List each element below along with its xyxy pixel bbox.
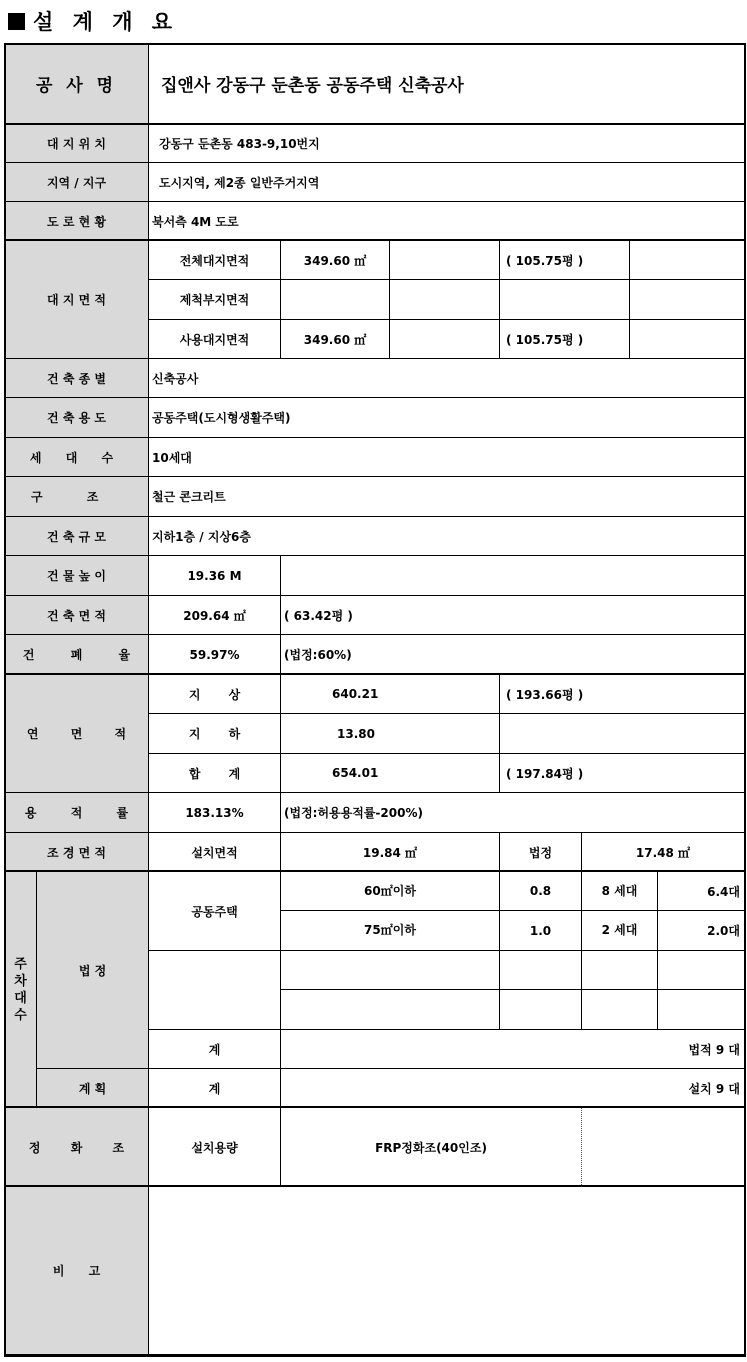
coverage-note: (법정:60%) — [281, 635, 745, 675]
building-use-value: 공동주택(도시형생활주택) — [149, 398, 745, 438]
floor-area-above-value: 640.21 — [281, 675, 500, 714]
zone-value: 도시지역, 제2종 일반주거지역 — [149, 163, 745, 202]
height-label: 건 물 높 이 — [5, 556, 149, 596]
square-bullet-icon — [8, 13, 25, 30]
building-area-label: 건 축 면 적 — [5, 596, 149, 635]
parking-row2-size: 75㎡이하 — [281, 911, 500, 951]
floor-area-total-value: 654.01 — [281, 754, 500, 793]
site-location-label: 대 지 위 치 — [5, 124, 149, 163]
site-area-used-extra — [630, 320, 745, 359]
parking-empty-label — [149, 951, 281, 1030]
parking-plan-total-label: 계 — [149, 1069, 281, 1108]
far-note: (법정:허용용적률-200%) — [281, 793, 745, 833]
septic-extra — [582, 1108, 745, 1187]
site-area-excluded-extra — [630, 280, 745, 320]
parking-legal-total: 법적 9 대 — [281, 1030, 745, 1069]
structure-label — [5, 477, 149, 517]
project-name-label: 공 사 명 — [5, 44, 149, 124]
site-area-used-label: 사용대지면적 — [149, 320, 281, 359]
parking-legal-label: 법 정 — [37, 872, 149, 1069]
building-area-note: ( 63.42평 ) — [281, 596, 745, 635]
floor-area-below-pyeong — [500, 714, 745, 754]
parking-empty-cell — [658, 951, 745, 990]
scale-label: 건 축 규 모 — [5, 517, 149, 556]
parking-empty-cell — [281, 990, 500, 1030]
building-type-value: 신축공사 — [149, 359, 745, 398]
site-area-total-blank — [390, 241, 500, 280]
far-label-text: 용 적 률 — [24, 806, 129, 820]
parking-empty-cell — [582, 990, 658, 1030]
floor-area-label-text: 연 면 적 — [26, 727, 127, 741]
parking-empty-cell — [658, 990, 745, 1030]
floor-area-total-label — [149, 754, 281, 793]
septic-sub-label: 설치용량 — [149, 1108, 281, 1187]
coverage-label-text: 건 폐 율 — [22, 648, 131, 662]
floor-area-below-label-text: 지 하 — [188, 727, 241, 741]
septic-label — [5, 1108, 149, 1187]
parking-label-char-1: 주 — [14, 956, 27, 972]
building-area-value: 209.64 ㎡ — [149, 596, 281, 635]
parking-row2-spaces: 2.0대 — [658, 911, 745, 951]
project-name-value: 집앤사 강동구 둔촌동 공동주택 신축공사 — [149, 44, 745, 124]
page-title: 설 계 개 요 — [8, 6, 178, 36]
coverage-label — [5, 635, 149, 675]
site-area-total-extra — [630, 241, 745, 280]
parking-row1-units: 8 세대 — [582, 872, 658, 911]
structure-value: 철근 콘크리트 — [149, 477, 745, 517]
landscape-value: 19.84 ㎡ — [281, 833, 500, 872]
site-area-used-pyeong: ( 105.75평 ) — [500, 320, 630, 359]
parking-empty-cell — [281, 951, 500, 990]
parking-row2-ratio: 1.0 — [500, 911, 582, 951]
zone-label: 지역 / 지구 — [5, 163, 149, 202]
site-area-excluded-value — [281, 280, 390, 320]
landscape-label: 조 경 면 적 — [5, 833, 149, 872]
parking-label-char-3: 대 — [14, 990, 27, 1006]
remarks-label — [5, 1187, 149, 1355]
floor-area-above-label-text: 지 상 — [188, 687, 241, 702]
floor-area-above-label — [149, 675, 281, 714]
landscape-sub-label: 설치면적 — [149, 833, 281, 872]
far-value: 183.13% — [149, 793, 281, 833]
parking-empty-cell — [500, 990, 582, 1030]
landscape-legal-label: 법정 — [500, 833, 582, 872]
parking-empty-cell — [582, 951, 658, 990]
floor-area-total-pyeong: ( 197.84평 ) — [500, 754, 745, 793]
parking-row1-size: 60㎡이하 — [281, 872, 500, 911]
building-type-label: 건 축 종 별 — [5, 359, 149, 398]
households-label: 세 대 수 — [5, 438, 149, 477]
floor-area-below-value: 13.80 — [281, 714, 500, 754]
site-area-label: 대 지 면 적 — [5, 241, 149, 359]
road-label: 도 로 현 황 — [5, 202, 149, 241]
parking-legal-total-label: 계 — [149, 1030, 281, 1069]
households-value: 10세대 — [149, 438, 745, 477]
site-area-total-value: 349.60 ㎡ — [281, 241, 390, 280]
site-area-excluded-label: 제척부지면적 — [149, 280, 281, 320]
far-label — [5, 793, 149, 833]
floor-area-above-pyeong: ( 193.66평 ) — [500, 675, 745, 714]
parking-label-char-2: 차 — [14, 973, 27, 989]
parking-label — [5, 872, 37, 1108]
remarks-value — [149, 1187, 745, 1355]
floor-area-total-label-text: 합 계 — [188, 766, 241, 781]
height-blank — [281, 556, 745, 596]
floor-area-label — [5, 675, 149, 793]
septic-value: FRP정화조(40인조) — [281, 1108, 582, 1187]
site-area-total-label: 전체대지면적 — [149, 241, 281, 280]
parking-row1-ratio: 0.8 — [500, 872, 582, 911]
floor-area-below-label — [149, 714, 281, 754]
parking-plan-label: 계 획 — [37, 1069, 149, 1108]
site-area-used-value: 349.60 ㎡ — [281, 320, 390, 359]
site-area-excluded-pyeong — [500, 280, 630, 320]
scale-value: 지하1층 / 지상6층 — [149, 517, 745, 556]
parking-label-char-4: 수 — [14, 1007, 27, 1023]
parking-row2-units: 2 세대 — [582, 911, 658, 951]
site-area-total-pyeong: ( 105.75평 ) — [500, 241, 630, 280]
height-value: 19.36 M — [149, 556, 281, 596]
septic-label-text: 정 화 조 — [28, 1140, 125, 1155]
landscape-legal-value: 17.48 ㎡ — [582, 833, 745, 872]
road-value: 북서측 4M 도로 — [149, 202, 745, 241]
parking-plan-total: 설치 9 대 — [281, 1069, 745, 1108]
parking-empty-cell — [500, 951, 582, 990]
remarks-label-text: 비 고 — [52, 1264, 101, 1278]
building-use-label: 건 축 용 도 — [5, 398, 149, 438]
structure-label-text: 구 조 — [31, 490, 99, 504]
site-location-value: 강동구 둔촌동 483-9,10번지 — [149, 124, 745, 163]
site-area-excluded-blank — [390, 280, 500, 320]
parking-housing-label: 공동주택 — [149, 872, 281, 951]
parking-row1-spaces: 6.4대 — [658, 872, 745, 911]
site-area-used-blank — [390, 320, 500, 359]
coverage-value: 59.97% — [149, 635, 281, 675]
